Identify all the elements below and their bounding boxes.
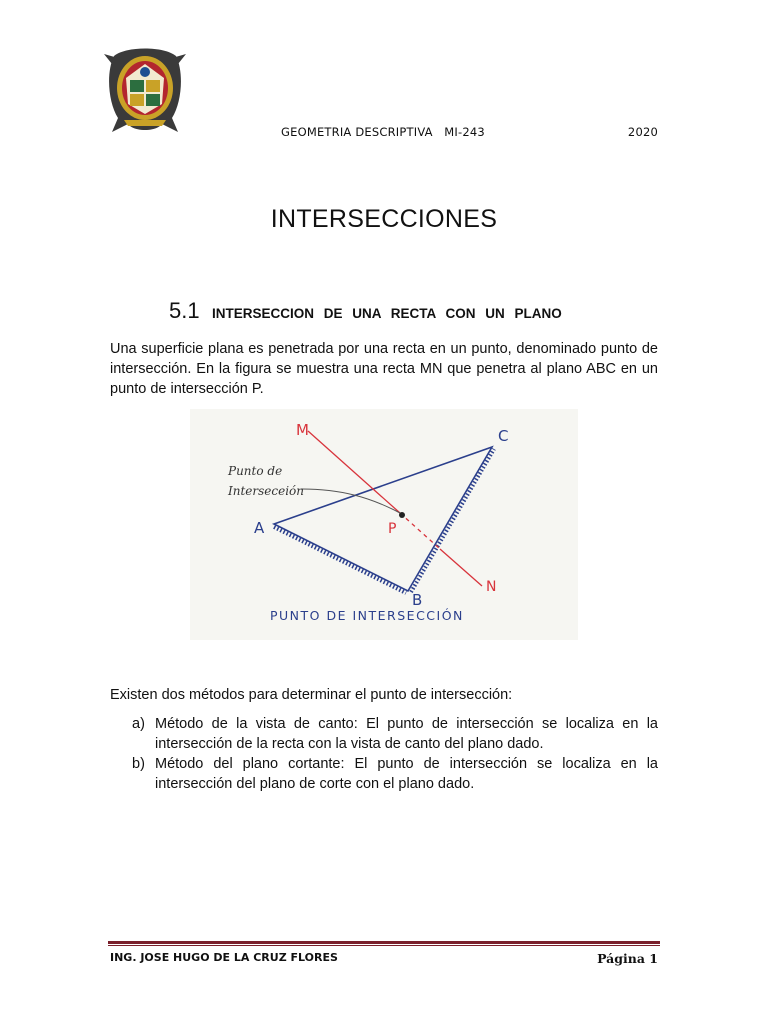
header-year: 2020 [627,125,658,139]
line-mn-hidden [400,513,440,549]
label-n: N [486,579,497,595]
plane-abc [274,447,492,591]
list-item-text: Método de la vista de canto: El punto de intersección se localiza en la intersección de la recta con la vista de canto del plano dado. [155,716,658,752]
figure-caption: PUNTO DE INTERSECCIÓN [270,608,464,623]
intro-paragraph: Una superficie plana es penetrada por una recta en un punto, denominado punto de intersección. En la figura se muestra una recta MN que penetra al plano ABC en un punto de intersección P. [110,341,658,397]
label-a: A [254,519,265,537]
methods-intro: Existen dos métodos para determinar el punto de intersección: [110,687,513,703]
section-heading [169,298,562,324]
footer-rule-thin [108,945,660,946]
section-title: INTERSECCION DE UNA RECTA CON UN PLANO [212,306,562,321]
line-mn-visible-1 [308,431,400,513]
footer-rule-thick [108,941,660,944]
footer-author: ING. JOSE HUGO DE LA CRUZ FLORES [110,951,338,964]
methods-list [110,714,658,794]
page-title: INTERSECCIONES [270,205,498,233]
list-item-text: Método del plano cortante: El punto de intersección se localiza en la intersección del plano de corte con el plano dado. [155,756,658,792]
annotation-line-2: Interseceión [228,484,305,498]
list-marker: a) [132,716,145,732]
annotation-line-1: Punto de [228,464,283,478]
footer-page-number: Página 1 [597,951,658,966]
edge-ab-hatch [274,527,406,593]
section-number: 5.1 [169,298,200,323]
list-item [110,754,658,794]
list-marker: b) [132,756,145,772]
label-b: B [412,591,423,609]
label-c: C [498,427,509,445]
list-item [110,714,658,754]
university-crest-logo [104,42,186,138]
header-course: GEOMETRIA DESCRIPTIVA MI-243 [281,125,485,139]
point-p [399,512,405,518]
line-mn-visible-2 [440,549,482,586]
label-m: M [296,421,309,439]
intersection-figure [190,409,578,640]
label-p: P [388,521,397,537]
